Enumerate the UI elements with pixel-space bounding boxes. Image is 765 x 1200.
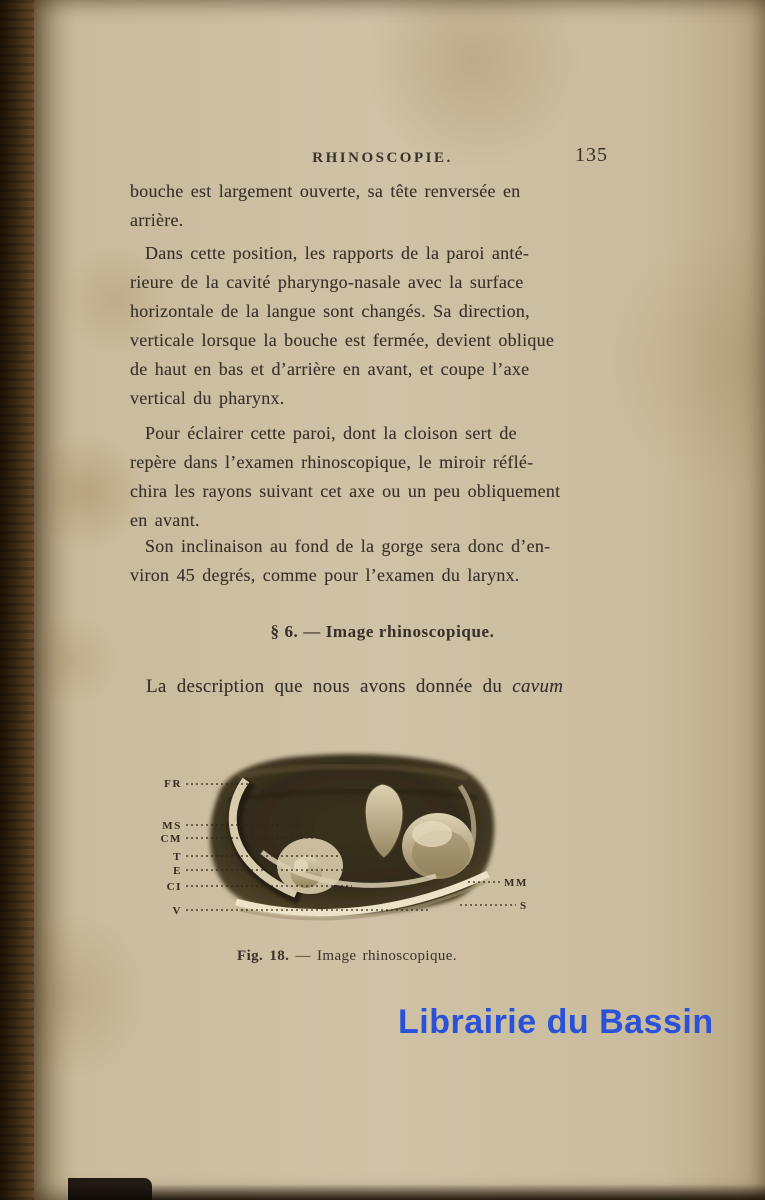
- figure-caption-number: Fig. 18.: [237, 948, 290, 964]
- page-bottom-dark-notch: [68, 1178, 152, 1200]
- figure-label-cm: CM: [160, 833, 182, 845]
- intro-text: La description que nous avons donnée du: [146, 676, 513, 697]
- figure-18: [138, 746, 548, 941]
- figure-label-t: T: [173, 851, 182, 863]
- intro-italic-term: cavum: [512, 676, 564, 697]
- figure-label-ms: MS: [162, 820, 182, 832]
- figure-18-engraving: [138, 746, 548, 941]
- page-bottom-shadow: [68, 1184, 765, 1200]
- paragraph-2: Dans cette position, les rapports de la paroi anté- rieure de la cavité pharyngo-nasale avec la surface horizontale de la langue sont changés. Sa direction, verticale lorsque la bouche est fermée, devient oblique de haut en bas et d’arrière en avant, et coupe l’axe vertical du pharynx.: [130, 243, 555, 408]
- figure-caption-text: — Image rhinoscopique.: [289, 948, 457, 964]
- figure-label-mm: MM: [504, 877, 528, 889]
- section-heading: § 6. — Image rhinoscopique.: [270, 622, 495, 641]
- figure-label-fr: FR: [164, 778, 182, 790]
- figure-label-s: S: [520, 900, 528, 912]
- paragraph-4: Son inclinaison au fond de la gorge sera donc d’en- viron 45 degrés, comme pour l’examen du larynx.: [130, 536, 551, 585]
- figure-label-v: V: [172, 905, 182, 917]
- page-number: 135: [575, 144, 608, 166]
- running-title: RHINOSCOPIE.: [312, 150, 453, 166]
- figure-label-ci: CI: [166, 881, 182, 893]
- paragraph-3: Pour éclairer cette paroi, dont la cloison sert de repère dans l’examen rhinoscopique, le miroir réflé- chira les rayons suivant cet axe ou un peu obliquement en avant.: [130, 423, 561, 530]
- figure-label-e: E: [173, 865, 182, 877]
- right-choana-highlight: [412, 821, 452, 847]
- figure-caption: [110, 948, 584, 965]
- book-spine-edge: [0, 0, 38, 1200]
- paragraph-1: bouche est largement ouverte, sa tête renversée en arrière.: [130, 181, 521, 230]
- intro-paragraph: [130, 672, 650, 702]
- book-page: [34, 0, 765, 1200]
- bookseller-stamp: Librairie du Bassin: [398, 1003, 714, 1041]
